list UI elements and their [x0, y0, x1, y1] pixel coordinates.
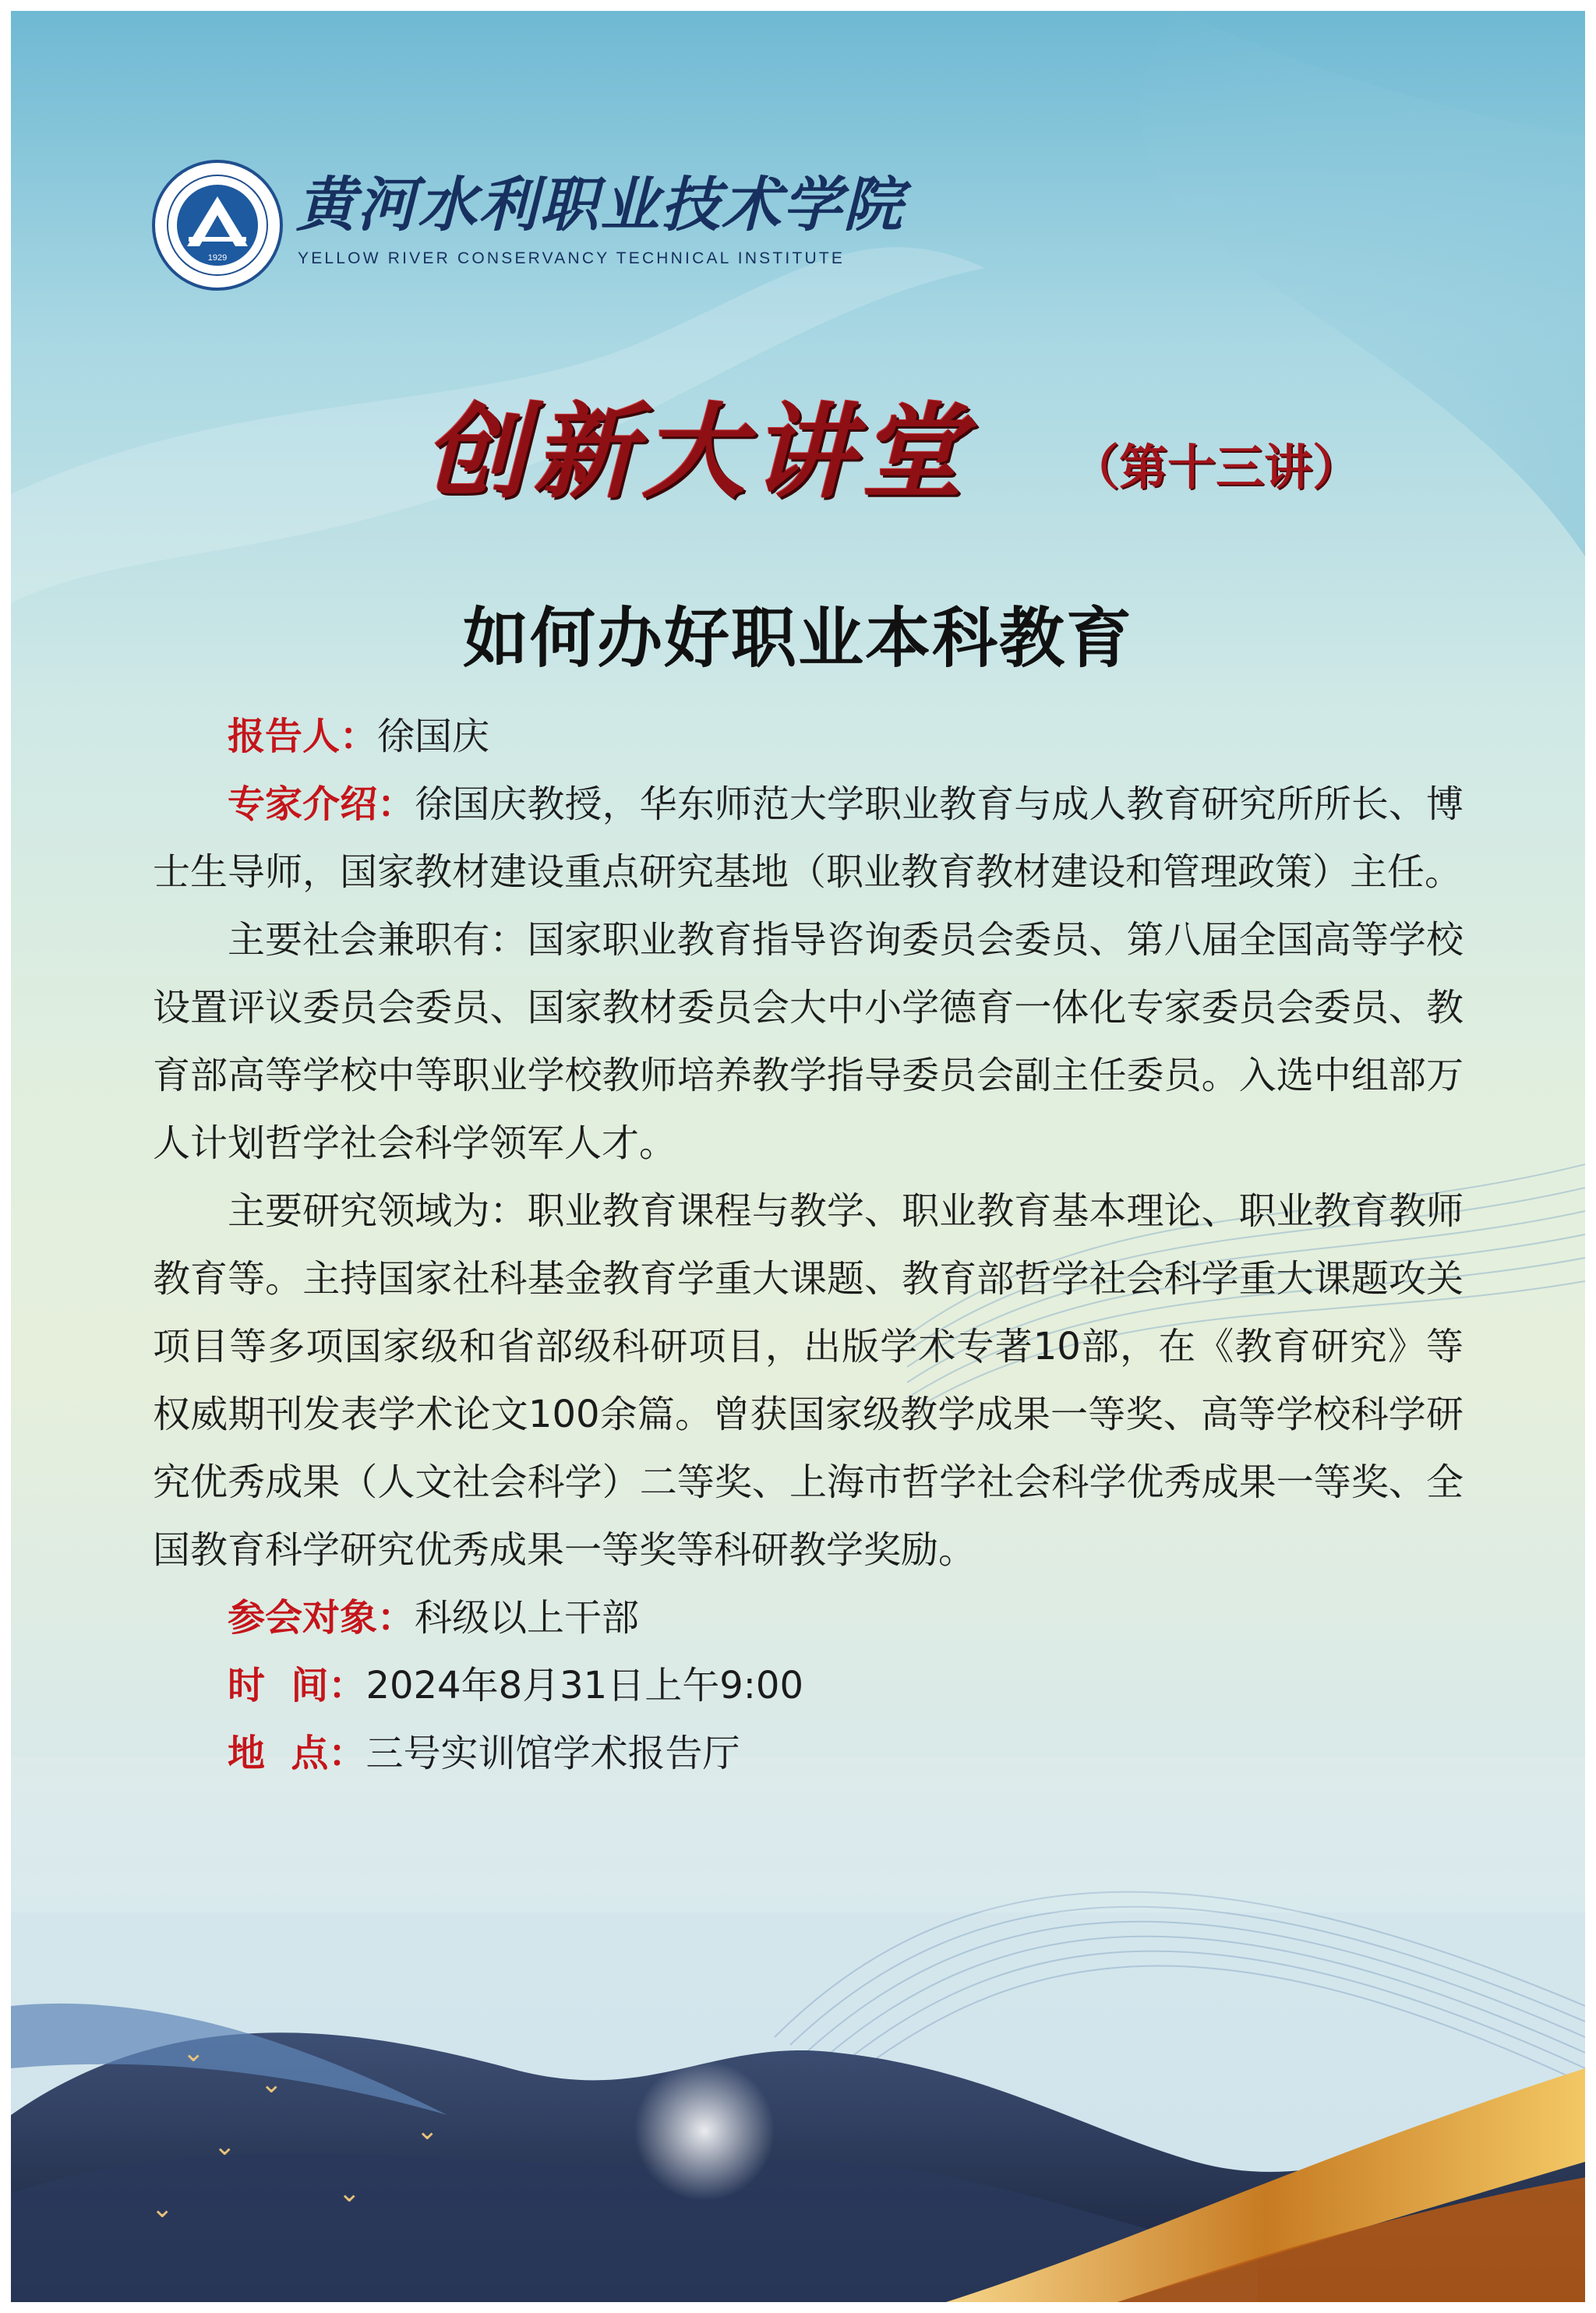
place-label: 地 点： [228, 1732, 366, 1775]
bird-icon: ⌄ [182, 2037, 205, 2068]
school-name-cn: 黄河水利职业技术学院 [296, 170, 904, 239]
bird-icon: ⌄ [214, 2131, 236, 2162]
school-logo [151, 159, 284, 291]
poster-body [153, 703, 1464, 1788]
place-line [153, 1720, 1464, 1788]
research-paragraph: 主要研究领域为：职业教育课程与教学、职业教育基本理论、职业教育教师教育等。主持国家社科基金教育学重大课题、教育部哲学社会科学重大课题攻关项目等多项国家级和省部级科研项目，出版学术专著10部，在《教育研究》等权威期刊发表学术论文100余篇。曾获国家级教学成果一等奖、高等学校科学研究优秀成果（人文社会科学）二等奖、上海市哲学社会科学优秀成果一等奖、全国教育科学研究优秀成果一等奖等科研教学奖励。 [153, 1189, 1464, 1572]
intro-text: 徐国庆教授，华东师范大学职业教育与成人教育研究所所长、博士生导师，国家教材建设重点研究基地（职业教育教材建设和管理政策）主任。 [153, 782, 1464, 894]
bird-icon: ⌄ [416, 2115, 439, 2146]
expert-intro [153, 771, 1464, 906]
school-name-en: YELLOW RIVER CONSERVANCY TECHNICAL INSTITUTE [298, 249, 846, 267]
speaker-name: 徐国庆 [377, 715, 490, 758]
talk-title: 如何办好职业本科教育 [462, 600, 1133, 676]
session-number: （第十三讲） [1071, 439, 1361, 496]
poster [11, 11, 1585, 2302]
bird-icon: ⌄ [151, 2193, 174, 2224]
audience-line [153, 1584, 1464, 1652]
bird-icon: ⌄ [338, 2177, 361, 2209]
positions-paragraph: 主要社会兼职有：国家职业教育指导咨询委员会委员、第八届全国高等学校设置评议委员会委员、国家教材委员会大中小学德育一体化专家委员会委员、教育部高等学校中等职业学校教师培养教学指导委员会副主任委员。入选中组部万人计划哲学社会科学领军人才。 [153, 918, 1464, 1165]
speaker-label: 报告人： [228, 715, 378, 758]
intro-label: 专家介绍： [228, 782, 415, 826]
speaker-line [153, 703, 1464, 771]
audience-value: 科级以上干部 [415, 1596, 640, 1640]
audience-label: 参会对象： [228, 1596, 415, 1640]
bird-icon: ⌄ [260, 2068, 283, 2099]
forum-title: 创新大讲堂 [424, 392, 969, 513]
time-value: 2024年8月31日上午9:00 [365, 1664, 804, 1707]
place-value: 三号实训馆学术报告厅 [365, 1732, 740, 1775]
svg-text:1929: 1929 [207, 253, 228, 263]
time-line [153, 1652, 1464, 1720]
time-label: 时 间： [228, 1664, 366, 1707]
